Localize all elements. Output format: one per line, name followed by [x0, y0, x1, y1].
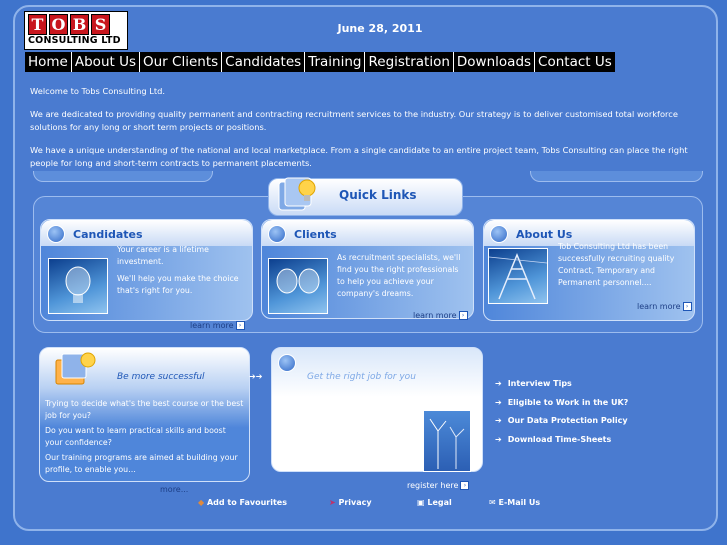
lightbulb-image [268, 258, 328, 314]
intro-paragraph: We are dedicated to providing quality permanent and contracting recruitment services to the industry. Our strategy is to deliver customised total workforce solutions for any long or short term projects or positions. [30, 108, 678, 132]
learn-more-label: learn more [637, 302, 681, 311]
registration-panel [271, 347, 483, 472]
about-card [483, 219, 695, 321]
legal-link[interactable] [417, 498, 452, 507]
legal-icon: ▣ [417, 498, 425, 507]
footer-label: Legal [427, 498, 452, 507]
intro-welcome: Welcome to Tobs Consulting Ltd. [30, 86, 166, 96]
about-learn-more[interactable] [637, 302, 692, 311]
lightbulb-image [48, 258, 108, 314]
register-here-label: register here [407, 481, 459, 490]
nav-downloads[interactable]: Downloads [454, 52, 535, 72]
arrow-circle-icon[interactable] [490, 225, 508, 243]
link-data-protection[interactable] [495, 416, 628, 425]
star-icon: ◆ [198, 498, 205, 507]
logo-subtitle: CONSULTING LTD [28, 35, 121, 46]
power-lines-image [488, 248, 548, 304]
arrow-right-icon: ➔ [495, 379, 502, 388]
footer-label: Add to Favourites [206, 498, 287, 507]
clients-card [261, 219, 474, 319]
link-label: Interview Tips [507, 379, 572, 388]
link-eligible-uk[interactable] [495, 398, 628, 407]
arrow-right-icon: ➔ [495, 416, 502, 425]
candidates-text: Your career is a lifetime investment. [117, 245, 209, 266]
candidates-title[interactable]: Candidates [73, 228, 143, 241]
wind-turbine-image [423, 410, 471, 472]
clients-title[interactable]: Clients [294, 228, 337, 241]
lightbulb-icon [275, 174, 323, 214]
nav-registration[interactable]: Registration [365, 52, 453, 72]
intro-paragraph: We have a unique understanding of the national and local marketplace. From a single candidate to an entire project team, Tobs Consulting can place the right people for long and short-term contracts to permanent placements. [30, 144, 688, 168]
about-title[interactable]: About Us [516, 228, 573, 241]
nav-training[interactable]: Training [305, 52, 365, 72]
lightbulb-icon [54, 350, 100, 388]
arrow-circle-icon[interactable] [268, 225, 286, 243]
candidates-learn-more[interactable] [190, 321, 245, 330]
about-text: Tob Consulting Ltd has been successfully recruiting quality Contract, Temporary and Permanent personnel.... [558, 242, 675, 287]
logo-letter: O [49, 14, 68, 35]
register-text: Register Now… Submit your CV using our online user friendly registration page. [278, 407, 401, 439]
training-text: Do you want to learn practical skills and boost your confidence? [45, 426, 226, 447]
register-here-link[interactable] [407, 481, 469, 490]
nav-our-clients[interactable]: Our Clients [140, 52, 222, 72]
nav-about-us[interactable]: About Us [72, 52, 140, 72]
arrow-circle-icon[interactable] [278, 354, 296, 372]
tobs-logo[interactable] [24, 11, 128, 50]
main-nav [25, 52, 615, 72]
side-links [495, 379, 628, 453]
footer-label: E-Mail Us [498, 498, 541, 507]
arrow-right-icon: › [460, 481, 469, 490]
nav-candidates[interactable]: Candidates [222, 52, 305, 72]
privacy-link[interactable] [329, 498, 372, 507]
email-link[interactable] [489, 498, 540, 507]
arrow-right-icon: › [459, 311, 468, 320]
logo-letter: S [91, 14, 110, 35]
arrow-right-icon: ➔ [495, 397, 502, 407]
clients-learn-more[interactable] [413, 311, 468, 320]
intro-text [30, 85, 710, 180]
add-favourites-link[interactable] [198, 498, 287, 507]
link-time-sheets[interactable] [495, 435, 628, 444]
arrow-right-icon: ➔ [495, 434, 502, 444]
footer-label: Privacy [338, 498, 372, 507]
register-text: Your CV will be added to our database today… [278, 445, 389, 466]
quick-links-title: Quick Links [339, 188, 417, 202]
double-arrow-icon: ➔➔ [249, 372, 263, 381]
clients-text: As recruitment specialists, we'll find you the right professionals to help you achieve your company's dreams. [337, 253, 461, 298]
logo-letter: B [70, 14, 89, 35]
link-label: Our Data Protection Policy [507, 416, 628, 425]
privacy-icon: ➤ [329, 498, 336, 507]
learn-more-label: learn more [413, 311, 457, 320]
training-panel [39, 347, 250, 482]
current-date: June 28, 2011 [337, 22, 423, 35]
candidates-text: We'll help you make the choice that's right for you. [117, 274, 239, 295]
nav-contact-us[interactable]: Contact Us [538, 54, 612, 70]
register-headline: Get the right job for you [307, 372, 416, 382]
learn-more-label: learn more [190, 321, 234, 330]
training-text: Our training programs are aimed at building your profile, to enable you… [45, 453, 238, 474]
envelope-icon: ✉ [489, 498, 496, 507]
candidates-card [40, 219, 253, 321]
decorative-band [33, 171, 213, 182]
training-headline: Be more successful [117, 372, 205, 382]
training-more-link[interactable]: more... [160, 485, 189, 494]
arrow-circle-icon[interactable] [47, 225, 65, 243]
training-text: Trying to decide what's the best course or the best job for you? [45, 399, 244, 420]
nav-home[interactable]: Home [25, 52, 72, 72]
link-label: Eligible to Work in the UK? [507, 397, 629, 407]
arrow-right-icon: › [683, 302, 692, 311]
arrow-right-icon: › [236, 321, 245, 330]
link-label: Download Time-Sheets [507, 434, 612, 444]
decorative-band [530, 171, 703, 182]
logo-letter: T [28, 14, 47, 35]
link-interview-tips[interactable] [495, 379, 628, 388]
quick-links-header [268, 178, 463, 216]
